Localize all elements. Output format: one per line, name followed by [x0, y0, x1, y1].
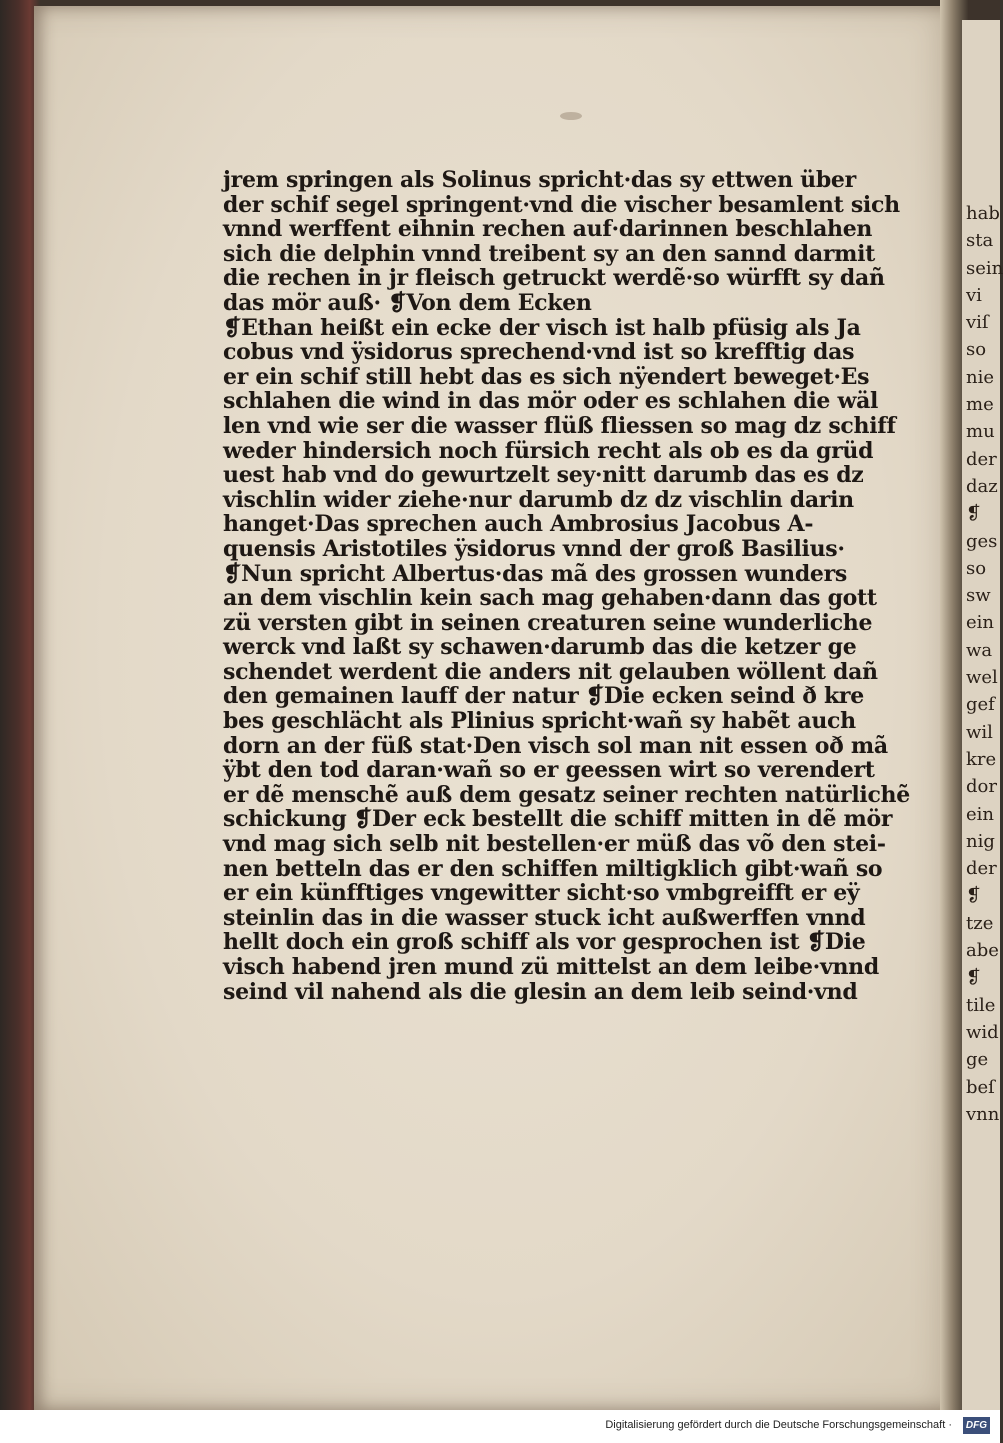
facing-page-fragment: me: [966, 394, 994, 416]
text-line: vischlin wider ziehe·nur darumb dz dz vischlin darin: [223, 486, 854, 513]
text-line: den gemainen lauff der natur ❡Die ecken seind ð kre: [223, 683, 864, 710]
text-line: zü versten gibt in seinen creaturen seine wunderliche: [223, 609, 873, 636]
text-line: quensis Aristotiles ÿsidorus vnnd der groß Basilius·: [223, 535, 845, 562]
dfg-logo: DFG: [963, 1417, 990, 1434]
facing-page-fragment: ein: [966, 612, 995, 634]
facing-page-fragment: ges: [966, 530, 998, 552]
text-line: len vnd wie ser die wasser flüß fliessen so mag dz schiff: [223, 412, 896, 439]
facing-page-fragment: daz: [966, 475, 998, 497]
funding-credit: Digitalisierung gefördert durch die Deutsche Forschungsgemeinschaft ·: [605, 1419, 952, 1431]
facing-page-fragment: ❡: [966, 967, 982, 989]
facing-page-fragment: abe: [966, 940, 999, 962]
facing-page-fragment: der: [966, 858, 997, 880]
facing-page-fragment: beſ: [966, 1076, 995, 1098]
text-line: ❡Nun spricht Albertus·das mã des grossen wunders: [223, 560, 847, 587]
facing-page-fragment: wa: [966, 639, 993, 661]
facing-page-edge: [962, 20, 1003, 1410]
text-line: er ein schif still hebt das es sich nÿendert beweget·Es: [223, 363, 870, 390]
facing-page-fragment: ge: [966, 1049, 989, 1071]
digitization-footer: [0, 1410, 1000, 1443]
facing-page-fragment: nie: [966, 366, 995, 388]
text-line: dorn an der füß stat·Den visch sol man nit essen oð mã: [223, 732, 888, 759]
facing-page-fragment: tile: [966, 994, 996, 1016]
facing-page-fragment: hab: [966, 203, 1000, 224]
facing-page-fragment: sein: [966, 257, 1003, 279]
text-line: schickung ❡Der eck bestellt die schiff mitten in dẽ mör: [223, 806, 893, 833]
text-line: weder hindersich noch fürsich recht als ob es da grüd: [223, 437, 874, 464]
facing-page-fragments: [966, 200, 1003, 1128]
text-line: er ein künfftiges vngewitter sicht·so vmbgreifft er eÿ: [223, 880, 860, 907]
facing-page-fragment: kre: [966, 748, 997, 770]
text-line: ❡Ethan heißt ein ecke der visch ist halb pfüsig als Ja: [223, 314, 861, 341]
text-line: seind vil nahend als die glesin an dem leib seind·vnd: [223, 978, 858, 1005]
facing-page-fragment: vnn: [966, 1103, 1000, 1125]
facing-page-fragment: tze: [966, 912, 994, 934]
text-line: sich die delphin vnnd treibent sy an den sannd darmit: [223, 240, 876, 267]
facing-page-fragment: viſ: [966, 312, 989, 334]
facing-page-fragment: vi: [966, 284, 982, 306]
facing-page-fragment: ❡: [966, 503, 982, 525]
text-line: visch habend jren mund zü mittelst an dem leibe·vnnd: [223, 954, 879, 980]
facing-page-fragment: wel: [966, 667, 998, 689]
text-line: an dem vischlin kein sach mag gehaben·dann das gott: [223, 585, 877, 612]
paper-stain: [560, 112, 582, 120]
facing-page-fragment: mu: [966, 421, 995, 443]
facing-page-fragment: ❡: [966, 885, 982, 907]
facing-page-fragment: sw: [966, 585, 991, 607]
text-line: steinlin das in die wasser stuck icht außwerffen vnnd: [223, 904, 866, 931]
text-line: schendet werdent die anders nit gelauben wöllent dañ: [223, 658, 878, 685]
facing-page-fragment: gef: [966, 694, 995, 716]
text-line: jrem springen als Solinus spricht·das sy ettwen über: [223, 167, 856, 193]
text-line: hanget·Das sprechen auch Ambrosius Jacobus A-: [223, 511, 814, 538]
facing-page-fragment: nig: [966, 830, 995, 852]
facing-page-fragment: so: [966, 557, 987, 579]
text-line: das mör auß· ❡Von dem Ecken: [223, 289, 592, 316]
text-line: schlahen die wind in das mör oder es schlahen die wäl: [223, 388, 879, 415]
text-line: hellt doch ein groß schiff als vor gesprochen ist ❡Die: [223, 929, 866, 956]
facing-page-fragment: der: [966, 448, 997, 470]
text-line: der schif segel springent·vnd die vischer besamlent sich: [223, 191, 900, 218]
text-line: nen betteln das er den schiffen miltigklich gibt·wañ so: [223, 855, 883, 882]
text-line: werck vnd laßt sy schawen·darumb das die ketzer ge: [223, 634, 857, 661]
facing-page-fragment: wil: [966, 721, 993, 743]
text-line: cobus vnd ÿsidorus sprechend·vnd ist so krefftig das: [223, 339, 855, 366]
facing-page-fragment: so: [966, 339, 987, 361]
text-line: uest hab vnd do gewurtzelt sey·nitt darumb das es dz: [223, 462, 864, 489]
text-line: die rechen in jr fleisch getruckt werdẽ·so würfft sy dañ: [223, 265, 885, 292]
text-line: er dẽ menschẽ auß dem gesatz seiner rechten natürlichẽ: [223, 781, 910, 808]
facing-page-fragment: wid: [966, 1021, 999, 1043]
text-line: bes geschlächt als Plinius spricht·wañ sy habẽt auch: [223, 708, 856, 735]
text-line: vnnd werffent eihnin rechen auf·darinnen beschlahen: [223, 216, 873, 243]
blackletter-text-block: [223, 167, 910, 1005]
facing-page-fragment: dor: [966, 776, 997, 798]
facing-page-fragment: sta: [966, 230, 994, 252]
facing-page-fragment: ein: [966, 803, 995, 825]
text-line: vnd mag sich selb nit bestellen·er müß das võ den stei-: [223, 831, 886, 858]
text-line: ÿbt den tod daran·wañ so er geessen wirt so verendert: [223, 757, 875, 784]
